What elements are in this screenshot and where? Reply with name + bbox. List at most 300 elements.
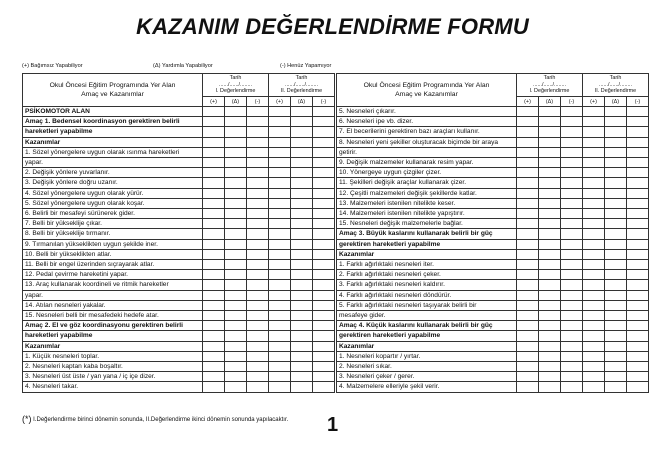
evaluation-cell[interactable] (313, 168, 335, 178)
evaluation-cell[interactable] (517, 229, 539, 239)
evaluation-cell[interactable] (203, 117, 225, 127)
evaluation-cell[interactable] (583, 158, 605, 168)
evaluation-cell[interactable] (269, 321, 291, 331)
evaluation-cell[interactable] (627, 117, 649, 127)
evaluation-cell[interactable] (517, 178, 539, 188)
evaluation-cell[interactable] (517, 331, 539, 341)
evaluation-cell[interactable] (247, 219, 269, 229)
evaluation-cell[interactable] (313, 178, 335, 188)
evaluation-cell[interactable] (269, 270, 291, 280)
evaluation-cell[interactable] (247, 198, 269, 208)
evaluation-cell[interactable] (627, 300, 649, 310)
evaluation-cell[interactable] (627, 382, 649, 392)
evaluation-cell[interactable] (203, 331, 225, 341)
evaluation-cell[interactable] (247, 311, 269, 321)
evaluation-cell[interactable] (269, 290, 291, 300)
evaluation-cell[interactable] (561, 178, 583, 188)
evaluation-cell[interactable] (291, 260, 313, 270)
evaluation-cell[interactable] (291, 168, 313, 178)
evaluation-cell[interactable] (313, 188, 335, 198)
evaluation-cell[interactable] (291, 107, 313, 117)
evaluation-cell[interactable] (605, 290, 627, 300)
evaluation-cell[interactable] (583, 300, 605, 310)
evaluation-cell[interactable] (291, 321, 313, 331)
evaluation-cell[interactable] (291, 117, 313, 127)
evaluation-cell[interactable] (269, 147, 291, 157)
evaluation-cell[interactable] (561, 117, 583, 127)
evaluation-cell[interactable] (269, 219, 291, 229)
evaluation-cell[interactable] (627, 107, 649, 117)
evaluation-cell[interactable] (583, 127, 605, 137)
evaluation-cell[interactable] (203, 321, 225, 331)
evaluation-cell[interactable] (627, 188, 649, 198)
evaluation-cell[interactable] (225, 219, 247, 229)
evaluation-cell[interactable] (517, 321, 539, 331)
evaluation-cell[interactable] (517, 168, 539, 178)
evaluation-cell[interactable] (517, 280, 539, 290)
evaluation-cell[interactable] (269, 137, 291, 147)
evaluation-cell[interactable] (561, 321, 583, 331)
evaluation-cell[interactable] (583, 382, 605, 392)
evaluation-cell[interactable] (517, 117, 539, 127)
evaluation-cell[interactable] (583, 229, 605, 239)
evaluation-cell[interactable] (313, 219, 335, 229)
evaluation-cell[interactable] (203, 300, 225, 310)
evaluation-cell[interactable] (605, 300, 627, 310)
evaluation-cell[interactable] (203, 209, 225, 219)
evaluation-cell[interactable] (539, 117, 561, 127)
evaluation-cell[interactable] (291, 351, 313, 361)
evaluation-cell[interactable] (539, 249, 561, 259)
evaluation-cell[interactable] (583, 219, 605, 229)
evaluation-cell[interactable] (247, 341, 269, 351)
evaluation-cell[interactable] (269, 188, 291, 198)
evaluation-cell[interactable] (291, 382, 313, 392)
evaluation-cell[interactable] (313, 351, 335, 361)
evaluation-cell[interactable] (583, 117, 605, 127)
evaluation-cell[interactable] (291, 341, 313, 351)
evaluation-cell[interactable] (225, 198, 247, 208)
evaluation-cell[interactable] (561, 158, 583, 168)
evaluation-cell[interactable] (517, 107, 539, 117)
evaluation-cell[interactable] (247, 321, 269, 331)
evaluation-cell[interactable] (583, 137, 605, 147)
evaluation-cell[interactable] (517, 300, 539, 310)
evaluation-cell[interactable] (269, 382, 291, 392)
evaluation-cell[interactable] (203, 341, 225, 351)
evaluation-cell[interactable] (225, 331, 247, 341)
evaluation-cell[interactable] (517, 249, 539, 259)
evaluation-cell[interactable] (225, 351, 247, 361)
evaluation-cell[interactable] (291, 331, 313, 341)
evaluation-cell[interactable] (225, 188, 247, 198)
evaluation-cell[interactable] (269, 351, 291, 361)
evaluation-cell[interactable] (517, 188, 539, 198)
evaluation-cell[interactable] (225, 127, 247, 137)
evaluation-cell[interactable] (225, 239, 247, 249)
evaluation-cell[interactable] (313, 311, 335, 321)
evaluation-cell[interactable] (225, 178, 247, 188)
evaluation-cell[interactable] (627, 321, 649, 331)
evaluation-cell[interactable] (517, 270, 539, 280)
evaluation-cell[interactable] (583, 239, 605, 249)
evaluation-cell[interactable] (583, 362, 605, 372)
evaluation-cell[interactable] (225, 372, 247, 382)
evaluation-cell[interactable] (561, 147, 583, 157)
evaluation-cell[interactable] (203, 290, 225, 300)
evaluation-cell[interactable] (269, 280, 291, 290)
evaluation-cell[interactable] (517, 351, 539, 361)
evaluation-cell[interactable] (605, 107, 627, 117)
evaluation-cell[interactable] (225, 229, 247, 239)
evaluation-cell[interactable] (539, 229, 561, 239)
evaluation-cell[interactable] (247, 147, 269, 157)
evaluation-cell[interactable] (605, 239, 627, 249)
evaluation-cell[interactable] (605, 178, 627, 188)
evaluation-cell[interactable] (539, 137, 561, 147)
evaluation-cell[interactable] (247, 260, 269, 270)
evaluation-cell[interactable] (605, 362, 627, 372)
evaluation-cell[interactable] (247, 178, 269, 188)
evaluation-cell[interactable] (247, 158, 269, 168)
evaluation-cell[interactable] (247, 209, 269, 219)
evaluation-cell[interactable] (203, 280, 225, 290)
evaluation-cell[interactable] (539, 198, 561, 208)
evaluation-cell[interactable] (269, 168, 291, 178)
evaluation-cell[interactable] (539, 147, 561, 157)
evaluation-cell[interactable] (225, 117, 247, 127)
evaluation-cell[interactable] (291, 362, 313, 372)
evaluation-cell[interactable] (247, 107, 269, 117)
evaluation-cell[interactable] (539, 219, 561, 229)
evaluation-cell[interactable] (225, 270, 247, 280)
evaluation-cell[interactable] (517, 147, 539, 157)
evaluation-cell[interactable] (291, 311, 313, 321)
evaluation-cell[interactable] (203, 147, 225, 157)
evaluation-cell[interactable] (605, 219, 627, 229)
evaluation-cell[interactable] (561, 168, 583, 178)
evaluation-cell[interactable] (627, 249, 649, 259)
evaluation-cell[interactable] (313, 107, 335, 117)
evaluation-cell[interactable] (517, 341, 539, 351)
evaluation-cell[interactable] (269, 260, 291, 270)
evaluation-cell[interactable] (247, 382, 269, 392)
evaluation-cell[interactable] (269, 229, 291, 239)
evaluation-cell[interactable] (539, 311, 561, 321)
evaluation-cell[interactable] (561, 341, 583, 351)
evaluation-cell[interactable] (605, 260, 627, 270)
evaluation-cell[interactable] (627, 351, 649, 361)
evaluation-cell[interactable] (203, 198, 225, 208)
evaluation-cell[interactable] (539, 290, 561, 300)
evaluation-cell[interactable] (517, 260, 539, 270)
evaluation-cell[interactable] (291, 188, 313, 198)
evaluation-cell[interactable] (583, 107, 605, 117)
evaluation-cell[interactable] (561, 290, 583, 300)
evaluation-cell[interactable] (605, 127, 627, 137)
evaluation-cell[interactable] (627, 219, 649, 229)
evaluation-cell[interactable] (203, 372, 225, 382)
evaluation-cell[interactable] (247, 137, 269, 147)
evaluation-cell[interactable] (269, 209, 291, 219)
evaluation-cell[interactable] (561, 331, 583, 341)
evaluation-cell[interactable] (313, 158, 335, 168)
evaluation-cell[interactable] (561, 107, 583, 117)
evaluation-cell[interactable] (627, 362, 649, 372)
evaluation-cell[interactable] (313, 127, 335, 137)
evaluation-cell[interactable] (583, 249, 605, 259)
evaluation-cell[interactable] (291, 372, 313, 382)
evaluation-cell[interactable] (605, 147, 627, 157)
evaluation-cell[interactable] (203, 188, 225, 198)
evaluation-cell[interactable] (539, 372, 561, 382)
evaluation-cell[interactable] (627, 290, 649, 300)
evaluation-cell[interactable] (583, 331, 605, 341)
evaluation-cell[interactable] (269, 249, 291, 259)
evaluation-cell[interactable] (225, 280, 247, 290)
evaluation-cell[interactable] (517, 239, 539, 249)
evaluation-cell[interactable] (627, 127, 649, 137)
evaluation-cell[interactable] (291, 290, 313, 300)
evaluation-cell[interactable] (539, 107, 561, 117)
evaluation-cell[interactable] (225, 107, 247, 117)
evaluation-cell[interactable] (561, 137, 583, 147)
evaluation-cell[interactable] (605, 188, 627, 198)
evaluation-cell[interactable] (605, 331, 627, 341)
evaluation-cell[interactable] (539, 280, 561, 290)
evaluation-cell[interactable] (247, 249, 269, 259)
evaluation-cell[interactable] (561, 382, 583, 392)
evaluation-cell[interactable] (517, 137, 539, 147)
evaluation-cell[interactable] (517, 382, 539, 392)
evaluation-cell[interactable] (291, 239, 313, 249)
evaluation-cell[interactable] (561, 372, 583, 382)
evaluation-cell[interactable] (291, 229, 313, 239)
evaluation-cell[interactable] (539, 158, 561, 168)
evaluation-cell[interactable] (583, 351, 605, 361)
evaluation-cell[interactable] (583, 341, 605, 351)
evaluation-cell[interactable] (583, 260, 605, 270)
evaluation-cell[interactable] (517, 198, 539, 208)
evaluation-cell[interactable] (627, 270, 649, 280)
evaluation-cell[interactable] (203, 362, 225, 372)
evaluation-cell[interactable] (627, 341, 649, 351)
evaluation-cell[interactable] (517, 362, 539, 372)
evaluation-cell[interactable] (605, 351, 627, 361)
evaluation-cell[interactable] (539, 209, 561, 219)
evaluation-cell[interactable] (539, 351, 561, 361)
evaluation-cell[interactable] (517, 290, 539, 300)
evaluation-cell[interactable] (539, 341, 561, 351)
evaluation-cell[interactable] (627, 137, 649, 147)
evaluation-cell[interactable] (203, 137, 225, 147)
evaluation-cell[interactable] (517, 127, 539, 137)
evaluation-cell[interactable] (605, 137, 627, 147)
evaluation-cell[interactable] (517, 209, 539, 219)
evaluation-cell[interactable] (605, 117, 627, 127)
evaluation-cell[interactable] (539, 331, 561, 341)
evaluation-cell[interactable] (561, 219, 583, 229)
evaluation-cell[interactable] (203, 311, 225, 321)
evaluation-cell[interactable] (313, 117, 335, 127)
evaluation-cell[interactable] (203, 249, 225, 259)
evaluation-cell[interactable] (225, 290, 247, 300)
evaluation-cell[interactable] (247, 362, 269, 372)
evaluation-cell[interactable] (605, 280, 627, 290)
evaluation-cell[interactable] (627, 178, 649, 188)
evaluation-cell[interactable] (627, 260, 649, 270)
evaluation-cell[interactable] (313, 270, 335, 280)
evaluation-cell[interactable] (605, 270, 627, 280)
evaluation-cell[interactable] (605, 311, 627, 321)
evaluation-cell[interactable] (203, 219, 225, 229)
evaluation-cell[interactable] (269, 117, 291, 127)
evaluation-cell[interactable] (313, 341, 335, 351)
evaluation-cell[interactable] (291, 209, 313, 219)
evaluation-cell[interactable] (225, 382, 247, 392)
evaluation-cell[interactable] (605, 198, 627, 208)
evaluation-cell[interactable] (313, 321, 335, 331)
evaluation-cell[interactable] (225, 311, 247, 321)
evaluation-cell[interactable] (269, 239, 291, 249)
evaluation-cell[interactable] (247, 372, 269, 382)
evaluation-cell[interactable] (627, 158, 649, 168)
evaluation-cell[interactable] (291, 158, 313, 168)
evaluation-cell[interactable] (313, 300, 335, 310)
evaluation-cell[interactable] (203, 229, 225, 239)
evaluation-cell[interactable] (313, 382, 335, 392)
evaluation-cell[interactable] (269, 341, 291, 351)
evaluation-cell[interactable] (291, 270, 313, 280)
evaluation-cell[interactable] (247, 168, 269, 178)
evaluation-cell[interactable] (561, 198, 583, 208)
evaluation-cell[interactable] (583, 290, 605, 300)
evaluation-cell[interactable] (269, 362, 291, 372)
evaluation-cell[interactable] (561, 270, 583, 280)
evaluation-cell[interactable] (247, 300, 269, 310)
evaluation-cell[interactable] (583, 178, 605, 188)
evaluation-cell[interactable] (561, 127, 583, 137)
evaluation-cell[interactable] (225, 249, 247, 259)
evaluation-cell[interactable] (561, 249, 583, 259)
evaluation-cell[interactable] (247, 117, 269, 127)
evaluation-cell[interactable] (561, 280, 583, 290)
evaluation-cell[interactable] (605, 341, 627, 351)
evaluation-cell[interactable] (561, 260, 583, 270)
evaluation-cell[interactable] (313, 280, 335, 290)
evaluation-cell[interactable] (291, 137, 313, 147)
evaluation-cell[interactable] (627, 168, 649, 178)
evaluation-cell[interactable] (561, 239, 583, 249)
evaluation-cell[interactable] (203, 107, 225, 117)
evaluation-cell[interactable] (583, 311, 605, 321)
evaluation-cell[interactable] (291, 280, 313, 290)
evaluation-cell[interactable] (627, 311, 649, 321)
evaluation-cell[interactable] (247, 270, 269, 280)
evaluation-cell[interactable] (269, 331, 291, 341)
evaluation-cell[interactable] (539, 382, 561, 392)
evaluation-cell[interactable] (627, 372, 649, 382)
evaluation-cell[interactable] (291, 178, 313, 188)
evaluation-cell[interactable] (605, 321, 627, 331)
evaluation-cell[interactable] (313, 362, 335, 372)
evaluation-cell[interactable] (269, 107, 291, 117)
evaluation-cell[interactable] (291, 127, 313, 137)
evaluation-cell[interactable] (203, 382, 225, 392)
evaluation-cell[interactable] (605, 229, 627, 239)
evaluation-cell[interactable] (225, 321, 247, 331)
evaluation-cell[interactable] (313, 229, 335, 239)
evaluation-cell[interactable] (627, 147, 649, 157)
evaluation-cell[interactable] (539, 168, 561, 178)
evaluation-cell[interactable] (203, 158, 225, 168)
evaluation-cell[interactable] (291, 147, 313, 157)
evaluation-cell[interactable] (561, 351, 583, 361)
evaluation-cell[interactable] (225, 362, 247, 372)
evaluation-cell[interactable] (561, 311, 583, 321)
evaluation-cell[interactable] (313, 249, 335, 259)
evaluation-cell[interactable] (561, 300, 583, 310)
evaluation-cell[interactable] (583, 321, 605, 331)
evaluation-cell[interactable] (539, 178, 561, 188)
evaluation-cell[interactable] (247, 290, 269, 300)
evaluation-cell[interactable] (517, 219, 539, 229)
evaluation-cell[interactable] (225, 300, 247, 310)
evaluation-cell[interactable] (269, 372, 291, 382)
evaluation-cell[interactable] (291, 300, 313, 310)
evaluation-cell[interactable] (517, 158, 539, 168)
evaluation-cell[interactable] (561, 362, 583, 372)
evaluation-cell[interactable] (561, 229, 583, 239)
evaluation-cell[interactable] (605, 158, 627, 168)
evaluation-cell[interactable] (539, 362, 561, 372)
evaluation-cell[interactable] (247, 331, 269, 341)
evaluation-cell[interactable] (247, 188, 269, 198)
evaluation-cell[interactable] (313, 198, 335, 208)
evaluation-cell[interactable] (583, 209, 605, 219)
evaluation-cell[interactable] (225, 147, 247, 157)
evaluation-cell[interactable] (583, 147, 605, 157)
evaluation-cell[interactable] (269, 198, 291, 208)
evaluation-cell[interactable] (583, 168, 605, 178)
evaluation-cell[interactable] (627, 331, 649, 341)
evaluation-cell[interactable] (583, 280, 605, 290)
evaluation-cell[interactable] (313, 209, 335, 219)
evaluation-cell[interactable] (225, 158, 247, 168)
evaluation-cell[interactable] (225, 137, 247, 147)
evaluation-cell[interactable] (539, 270, 561, 280)
evaluation-cell[interactable] (313, 290, 335, 300)
evaluation-cell[interactable] (627, 280, 649, 290)
evaluation-cell[interactable] (203, 168, 225, 178)
evaluation-cell[interactable] (225, 341, 247, 351)
evaluation-cell[interactable] (627, 239, 649, 249)
evaluation-cell[interactable] (539, 260, 561, 270)
evaluation-cell[interactable] (605, 168, 627, 178)
evaluation-cell[interactable] (313, 260, 335, 270)
evaluation-cell[interactable] (313, 372, 335, 382)
evaluation-cell[interactable] (517, 311, 539, 321)
evaluation-cell[interactable] (313, 239, 335, 249)
evaluation-cell[interactable] (225, 168, 247, 178)
evaluation-cell[interactable] (203, 260, 225, 270)
evaluation-cell[interactable] (605, 372, 627, 382)
evaluation-cell[interactable] (561, 188, 583, 198)
evaluation-cell[interactable] (605, 249, 627, 259)
evaluation-cell[interactable] (517, 372, 539, 382)
evaluation-cell[interactable] (627, 198, 649, 208)
evaluation-cell[interactable] (203, 127, 225, 137)
